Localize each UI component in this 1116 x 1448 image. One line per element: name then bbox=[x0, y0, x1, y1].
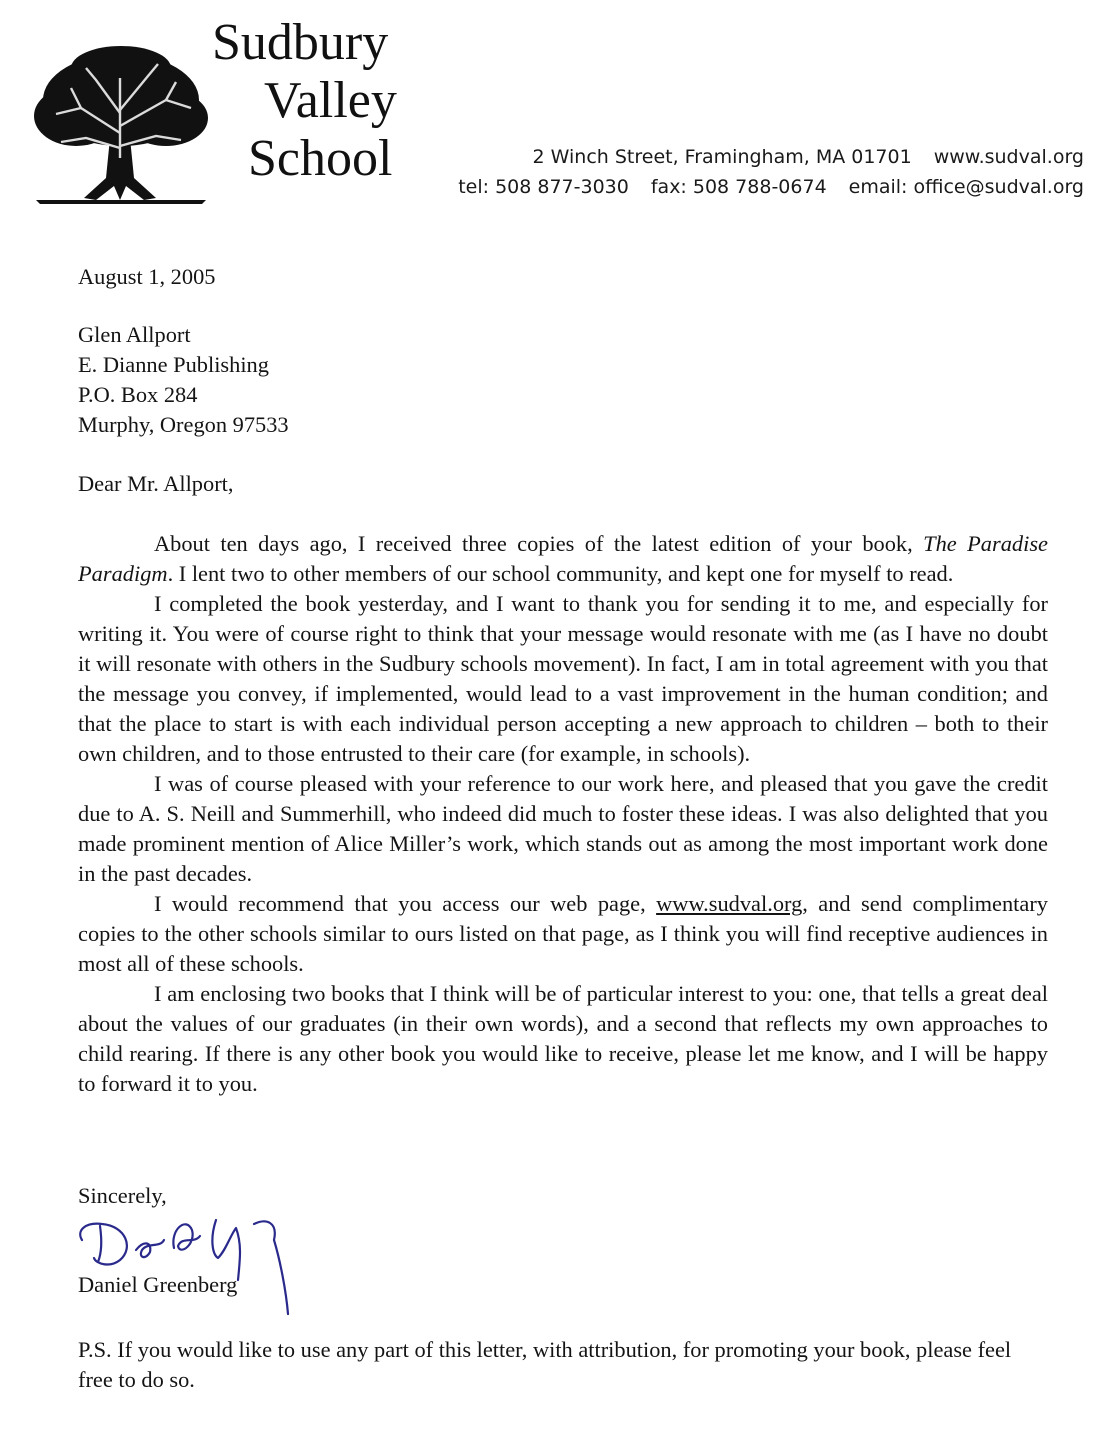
street-address: 2 Winch Street, Framingham, MA 01701 bbox=[532, 146, 912, 168]
tree-icon bbox=[26, 38, 216, 208]
fax: fax: 508 788-0674 bbox=[650, 176, 827, 198]
postscript: P.S. If you would like to use any part of this letter, with attribution, for promoting your book, please feel free to do so. bbox=[78, 1337, 1012, 1392]
school-name bbox=[200, 14, 420, 188]
letter-date: August 1, 2005 bbox=[78, 264, 216, 289]
paragraph-4: I would recommend that you access our web page, www.sudval.org, and send complimentary copies to the other schools similar to ours listed on that page, as I think you will find receptive audiences in most all of these schools. bbox=[78, 891, 1048, 976]
email-link[interactable]: email: office@sudval.org bbox=[848, 176, 1084, 198]
paragraph-1: About ten days ago, I received three copies of the latest edition of your book, The Paradise Paradigm. I lent two to other members of our school community, and kept one for myself to read. bbox=[78, 531, 1048, 586]
school-name-line3: School bbox=[248, 130, 393, 187]
contact-line bbox=[458, 176, 1084, 198]
paragraph-2: I completed the book yesterday, and I want to thank you for sending it to me, and especially for writing it. You were of course right to think that your message would resonate with me (as I have no doubt it will resonate with others in the Sudbury schools movement). In fact, I am in total agreement with you that the message you convey, if implemented, would lead to a vast improvement in the human condition; and that the place to start is with each individual person accepting a new approach to children – both to their own children, and to those entrusted to their care (for example, in schools). bbox=[78, 591, 1048, 766]
recipient-city: Murphy, Oregon 97533 bbox=[78, 412, 289, 437]
recipient-address bbox=[78, 320, 1048, 440]
address-line bbox=[533, 146, 1085, 168]
recipient-name: Glen Allport bbox=[78, 322, 191, 347]
school-name-line2: Valley bbox=[264, 72, 397, 129]
book-title: The Paradise Paradigm bbox=[78, 531, 1048, 586]
handwritten-signature bbox=[66, 1200, 306, 1320]
letter-body bbox=[78, 529, 1048, 1099]
signatory-name: Daniel Greenberg bbox=[78, 1272, 238, 1297]
salutation: Dear Mr. Allport, bbox=[78, 471, 234, 496]
recipient-company: E. Dianne Publishing bbox=[78, 352, 269, 377]
telephone: tel: 508 877-3030 bbox=[458, 176, 629, 198]
recipient-po-box: P.O. Box 284 bbox=[78, 382, 198, 407]
school-name-line1: Sudbury bbox=[212, 14, 389, 71]
paragraph-5: I am enclosing two books that I think will be of particular interest to you: one, that tells a great deal about the values of our graduates (in their own words), and a second that reflects my own approaches to child rearing. If there is any other book you would like to receive, please let me know, and I will be happy to forward it to you. bbox=[78, 981, 1048, 1096]
paragraph-3: I was of course pleased with your reference to our work here, and pleased that you gave the credit due to A. S. Neill and Summerhill, who indeed did much to foster these ideas. I was also delighted that you made prominent mention of Alice Miller’s work, which stands out as among the most important work done in the past decades. bbox=[78, 771, 1048, 886]
sudval-link[interactable]: www.sudval.org bbox=[656, 891, 803, 916]
closing: Sincerely, bbox=[78, 1183, 167, 1208]
website-link[interactable]: www.sudval.org bbox=[933, 146, 1084, 168]
